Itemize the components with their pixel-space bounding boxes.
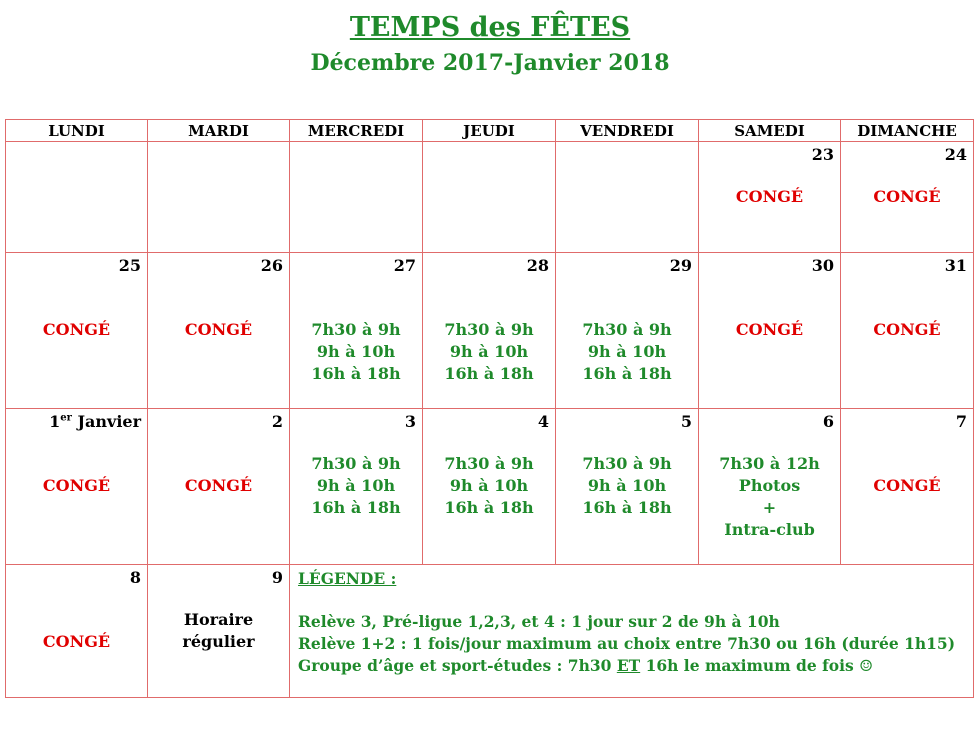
- day-cell: [148, 253, 290, 409]
- day-number: 30: [811, 256, 834, 275]
- weekday-header-row: [6, 120, 974, 142]
- day-cell: [699, 142, 841, 253]
- day-cell: [556, 253, 699, 409]
- day-cell: [423, 253, 556, 409]
- legend-cell: [290, 565, 974, 698]
- day-cell: [699, 253, 841, 409]
- day-cell: [148, 409, 290, 565]
- day-number: 25: [118, 256, 141, 275]
- day-number: 6: [822, 412, 834, 431]
- day-number: 26: [260, 256, 283, 275]
- day-schedule: CONGÉ: [873, 476, 941, 495]
- day-number: 7: [955, 412, 967, 431]
- day-cell: [6, 409, 148, 565]
- day-number: 2: [271, 412, 283, 431]
- legend-heading: LÉGENDE :: [298, 569, 397, 588]
- day-number: 8: [129, 568, 141, 587]
- day-number: 3: [404, 412, 416, 431]
- week-row: [6, 565, 974, 698]
- week-row: [6, 253, 974, 409]
- legend: [298, 568, 969, 677]
- day-number: 28: [526, 256, 549, 275]
- header-dimanche: DIMANCHE: [841, 120, 974, 142]
- day-schedule: 7h30 à 9h 9h à 10h 16h à 18h: [311, 320, 401, 383]
- day-number: 27: [393, 256, 416, 275]
- day-cell: [841, 142, 974, 253]
- header-lundi: LUNDI: [6, 120, 148, 142]
- day-number: 9: [271, 568, 283, 587]
- calendar-table: [5, 119, 974, 698]
- day-schedule: 7h30 à 9h 9h à 10h 16h à 18h: [311, 454, 401, 517]
- day-schedule: Horaire régulier: [182, 610, 255, 651]
- header-mercredi: MERCREDI: [290, 120, 423, 142]
- day-schedule: CONGÉ: [735, 187, 804, 206]
- day-number: 24: [944, 145, 967, 164]
- day-number: 1er Janvier: [49, 412, 141, 431]
- day-cell: [556, 409, 699, 565]
- day-schedule: CONGÉ: [42, 632, 111, 651]
- day-schedule: 7h30 à 9h 9h à 10h 16h à 18h: [582, 320, 672, 383]
- day-cell: [290, 142, 423, 253]
- week-row: [6, 409, 974, 565]
- day-schedule: CONGÉ: [735, 320, 804, 339]
- page-subtitle: Décembre 2017-Janvier 2018: [310, 50, 670, 76]
- day-cell: [290, 409, 423, 565]
- day-cell: [556, 142, 699, 253]
- day-schedule: CONGÉ: [873, 320, 941, 339]
- legend-line: Groupe d’âge et sport-études : 7h30 ET 16h le maximum de fois ☺: [298, 656, 873, 675]
- day-schedule: 7h30 à 9h 9h à 10h 16h à 18h: [444, 320, 534, 383]
- day-cell: [148, 565, 290, 698]
- day-schedule: CONGÉ: [42, 476, 111, 495]
- day-number: 23: [811, 145, 834, 164]
- day-cell: [6, 565, 148, 698]
- day-cell: [6, 253, 148, 409]
- legend-line: Relève 3, Pré-ligue 1,2,3, et 4 : 1 jour sur 2 de 9h à 10h: [298, 612, 780, 631]
- day-cell: [290, 253, 423, 409]
- day-schedule: CONGÉ: [184, 320, 253, 339]
- day-cell: [841, 409, 974, 565]
- day-cell: [699, 409, 841, 565]
- day-number: 29: [669, 256, 692, 275]
- day-schedule: CONGÉ: [873, 187, 941, 206]
- day-schedule: CONGÉ: [42, 320, 111, 339]
- day-cell: [423, 142, 556, 253]
- day-schedule: CONGÉ: [184, 476, 253, 495]
- day-cell: [841, 253, 974, 409]
- day-schedule: 7h30 à 9h 9h à 10h 16h à 18h: [582, 454, 672, 517]
- day-cell: [423, 409, 556, 565]
- header-vendredi: VENDREDI: [556, 120, 699, 142]
- header-mardi: MARDI: [148, 120, 290, 142]
- day-number: 31: [944, 256, 967, 275]
- week-row: [6, 142, 974, 253]
- day-cell: [6, 142, 148, 253]
- day-schedule: 7h30 à 9h 9h à 10h 16h à 18h: [444, 454, 534, 517]
- day-number: 5: [680, 412, 692, 431]
- header-jeudi: JEUDI: [423, 120, 556, 142]
- day-number: 4: [537, 412, 549, 431]
- legend-line: Relève 1+2 : 1 fois/jour maximum au choix entre 7h30 ou 16h (durée 1h15): [298, 634, 956, 653]
- header-samedi: SAMEDI: [699, 120, 841, 142]
- day-schedule: 7h30 à 12h Photos + Intra-club: [719, 454, 820, 539]
- day-cell: [148, 142, 290, 253]
- page-title: TEMPS des FÊTES: [349, 12, 631, 43]
